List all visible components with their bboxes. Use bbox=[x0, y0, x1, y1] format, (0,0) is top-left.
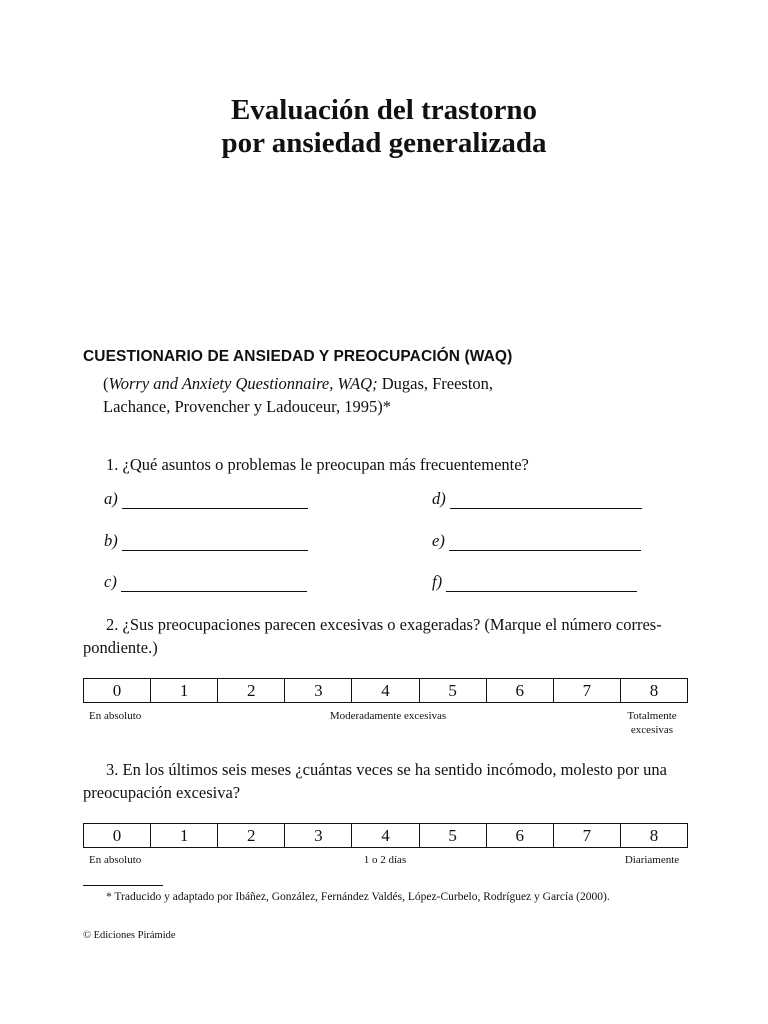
q2-anchor-right-line-2: excesivas bbox=[630, 724, 674, 736]
q3-anchor-left: En absoluto bbox=[89, 854, 142, 866]
scale-option[interactable]: 2 bbox=[218, 824, 285, 848]
scale-option[interactable]: 5 bbox=[419, 679, 486, 703]
answer-d-line[interactable] bbox=[450, 494, 642, 509]
q2-anchor-left: En absoluto bbox=[89, 710, 142, 722]
scale-option[interactable]: 0 bbox=[84, 679, 151, 703]
scale-option[interactable]: 5 bbox=[419, 824, 486, 848]
answer-b[interactable] bbox=[104, 531, 308, 551]
question-1 bbox=[83, 453, 688, 476]
scale-option[interactable]: 1 bbox=[151, 824, 218, 848]
citation-authors: Dugas, Freeston, bbox=[377, 374, 494, 393]
answer-d[interactable] bbox=[432, 489, 642, 509]
q2-anchor-right-line-1: Totalmente bbox=[627, 710, 677, 722]
scale-option[interactable]: 4 bbox=[352, 679, 419, 703]
question-1-text: 1. ¿Qué asuntos o problemas le preocupan más frecuentemente? bbox=[106, 455, 529, 474]
scale-option[interactable]: 8 bbox=[620, 679, 687, 703]
title-line-2: por ansiedad generalizada bbox=[221, 127, 547, 159]
answer-e-label: e) bbox=[432, 531, 445, 550]
scale-option[interactable]: 6 bbox=[486, 824, 553, 848]
scale-option[interactable]: 2 bbox=[218, 679, 285, 703]
citation-line-2: Lachance, Provencher y Ladouceur, 1995)* bbox=[103, 397, 391, 416]
citation-open: ( bbox=[103, 374, 109, 393]
question-3 bbox=[83, 758, 688, 804]
scale-option[interactable]: 8 bbox=[620, 824, 687, 848]
answer-f-label: f) bbox=[432, 572, 443, 591]
scale-option[interactable]: 4 bbox=[352, 824, 419, 848]
scale-option[interactable]: 7 bbox=[553, 824, 620, 848]
answer-b-label: b) bbox=[104, 531, 118, 550]
question-3-scale bbox=[83, 823, 688, 848]
scale-option[interactable]: 0 bbox=[84, 824, 151, 848]
answer-a-label: a) bbox=[104, 489, 118, 508]
answer-a-line[interactable] bbox=[122, 494, 308, 509]
scale-option[interactable]: 3 bbox=[285, 824, 352, 848]
question-2 bbox=[83, 613, 688, 659]
question-3-line-2: preocupación excesiva? bbox=[83, 783, 241, 802]
page-title bbox=[0, 94, 768, 160]
scale-option[interactable]: 6 bbox=[486, 679, 553, 703]
answer-c[interactable] bbox=[104, 572, 307, 592]
answer-b-line[interactable] bbox=[122, 536, 308, 551]
q3-anchor-mid: 1 o 2 días bbox=[363, 854, 407, 866]
q3-anchor-right: Diariamente bbox=[624, 854, 680, 866]
scale-option[interactable]: 7 bbox=[553, 679, 620, 703]
title-line-1: Evaluación del trastorno bbox=[230, 94, 538, 126]
citation bbox=[103, 372, 663, 418]
footnote: * Traducido y adaptado por Ibáñez, González, Fernández Valdés, López-Curbelo, Rodríguez y García (2000). bbox=[106, 891, 610, 903]
scale-option[interactable]: 1 bbox=[151, 679, 218, 703]
answer-f[interactable] bbox=[432, 572, 637, 592]
question-3-line-1: 3. En los últimos seis meses ¿cuántas veces se ha sentido incómodo, molesto por una bbox=[106, 760, 667, 779]
question-2-line-1: 2. ¿Sus preocupaciones parecen excesivas o exageradas? (Marque el número corres- bbox=[106, 615, 662, 634]
answer-a[interactable] bbox=[104, 489, 308, 509]
answer-f-line[interactable] bbox=[446, 577, 637, 592]
q2-anchor-right bbox=[612, 709, 692, 737]
footnote-divider bbox=[83, 885, 163, 886]
answer-c-label: c) bbox=[104, 572, 117, 591]
q2-anchor-mid: Moderadamente excesivas bbox=[329, 710, 447, 722]
section-heading: CUESTIONARIO DE ANSIEDAD Y PREOCUPACIÓN (WAQ) bbox=[83, 348, 513, 365]
citation-title: Worry and Anxiety Questionnaire, WAQ; bbox=[108, 374, 378, 393]
answer-c-line[interactable] bbox=[121, 577, 307, 592]
answer-e-line[interactable] bbox=[449, 536, 641, 551]
answer-d-label: d) bbox=[432, 489, 446, 508]
question-2-line-2: pondiente.) bbox=[83, 638, 158, 657]
answer-e[interactable] bbox=[432, 531, 641, 551]
question-2-scale bbox=[83, 678, 688, 703]
copyright: © Ediciones Pirámide bbox=[83, 930, 176, 941]
scale-option[interactable]: 3 bbox=[285, 679, 352, 703]
